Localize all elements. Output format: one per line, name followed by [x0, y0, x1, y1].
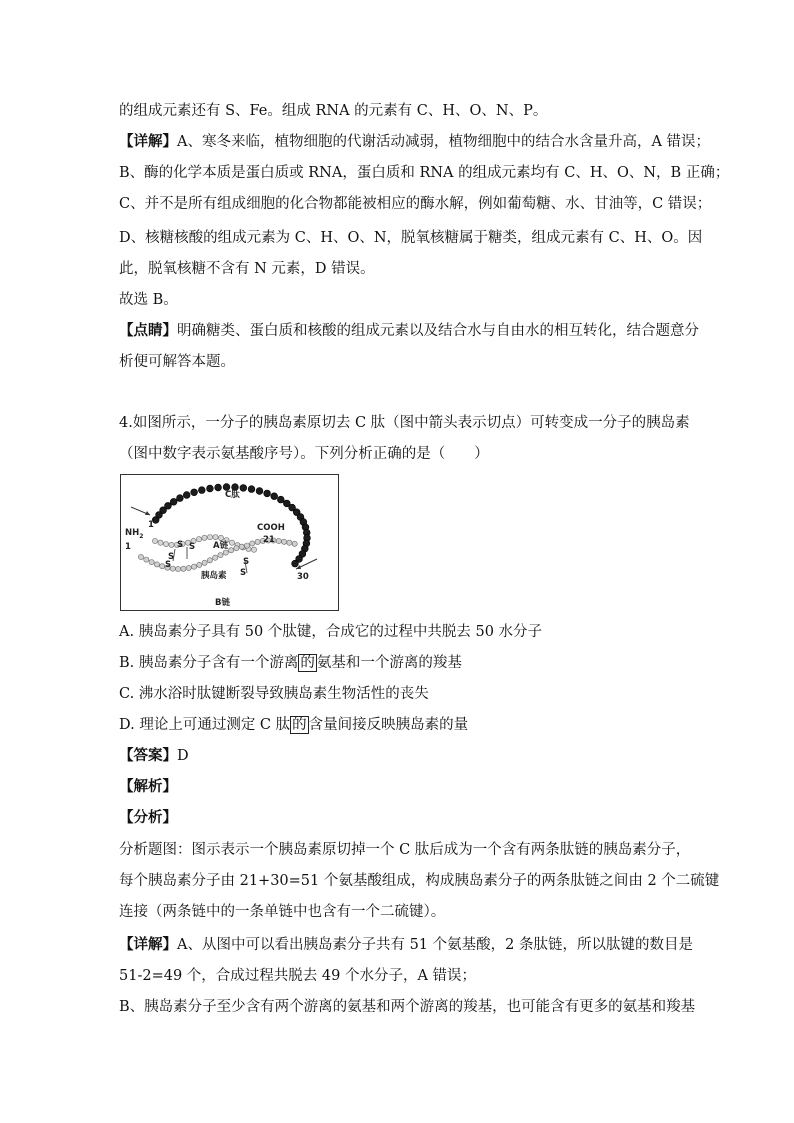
label-1-left: 1 [125, 542, 131, 552]
amino-acid-bead [181, 566, 186, 571]
amino-acid-bead [287, 540, 292, 545]
section-tag-analysis: 【分析】 [119, 809, 177, 826]
option-a: A. 胰岛素分子具有 50 个肽键，合成它的过程中共脱去 50 水分子 [119, 624, 543, 640]
label-1-top: 1 [148, 520, 154, 530]
text-line: C、并不是所有组成细胞的化合物都能被相应的酶水解，例如葡萄糖、水、甘油等，C 错误； [119, 196, 712, 212]
amino-acid-bead [218, 535, 223, 540]
amino-acid-bead [183, 492, 190, 499]
text-span: 含量间接反映胰岛素的量 [308, 717, 469, 733]
answer-line [119, 746, 189, 766]
amino-acid-bead [240, 485, 247, 492]
amino-acid-bead [202, 560, 207, 565]
amino-acid-bead [244, 543, 249, 548]
amino-acid-bead [163, 542, 168, 547]
label-a-chain: A链 [213, 541, 229, 551]
label-insulin: 胰岛素 [201, 571, 227, 581]
text-line [119, 935, 693, 955]
text-line [119, 321, 699, 341]
amino-acid-bead [152, 538, 157, 543]
question-stem: （图中数字表示氨基酸序号）。下列分析正确的是（ ） [119, 446, 489, 462]
text-line: 分析题图：图示表示一个胰岛素原切掉一个 C 肽后成为一个含有两条肽链的胰岛素分子， [119, 842, 691, 858]
amino-acid-bead [248, 486, 255, 493]
amino-acid-bead [239, 544, 244, 549]
amino-acid-bead [215, 484, 222, 491]
amino-acid-bead [251, 547, 256, 552]
text-span: A、从图中可以看出胰岛素分子共有 51 个氨基酸，2 条肽链，所以肽键的数目是 [177, 937, 693, 953]
option-b [119, 653, 462, 673]
amino-acid-bead [207, 558, 212, 563]
text-line: B、胰岛素分子至少含有两个游离的氨基和两个游离的羧基，也可能含有更多的氨基和羧基 [119, 999, 696, 1015]
text-line [119, 132, 710, 152]
amino-acid-bead [198, 487, 205, 494]
amino-acid-bead [213, 555, 218, 560]
label-c-peptide: C肽 [225, 490, 240, 500]
text-line: 的组成元素还有 S、Fe。组成 RNA 的元素有 C、H、O、N、P。 [119, 103, 548, 119]
amino-acid-bead [158, 540, 163, 545]
amino-acid-bead [256, 488, 263, 495]
label-s: S [168, 552, 175, 562]
amino-acid-bead [154, 562, 159, 567]
text-line: 连接（两条链中的一条单链中也含有一个二硫键）。 [119, 904, 446, 920]
text-span: A、寒冬来临，植物细胞的代谢活动减弱，植物细胞中的结合水含量升高，A 错误； [177, 134, 711, 150]
answer-value: D [177, 748, 189, 764]
amino-acid-bead [177, 495, 184, 502]
boxed-char: 的 [300, 655, 315, 671]
section-tag-note: 【点睛】 [119, 322, 177, 339]
boxed-char: 的 [292, 717, 307, 733]
option-c: C. 沸水浴时肽键断裂导致胰岛素生物活性的丧失 [119, 686, 429, 702]
option-d [119, 715, 468, 735]
text-line: 故选 B。 [119, 292, 178, 308]
amino-acid-bead [292, 560, 299, 567]
label-nh2 [125, 528, 143, 540]
amino-acid-bead [229, 540, 234, 545]
label-s: S [240, 568, 247, 578]
amino-acid-bead [197, 562, 202, 567]
text-span: D. 理论上可通过测定 C 肽 [119, 717, 291, 733]
label-s: S [189, 542, 196, 552]
amino-acid-bead [207, 485, 214, 492]
amino-acid-bead [138, 554, 143, 559]
section-tag-detail: 【详解】 [119, 936, 177, 953]
amino-acid-bead [169, 542, 174, 547]
amino-acid-bead [213, 535, 218, 540]
label-nh: NH [125, 528, 140, 538]
amino-acid-bead [271, 493, 278, 500]
amino-acid-bead [276, 538, 281, 543]
amino-acid-bead [250, 541, 255, 546]
label-s: S [243, 557, 250, 567]
amino-acid-bead [191, 489, 198, 496]
text-line: 51-2=49 个，合成过程共脱去 49 个水分子，A 错误； [119, 968, 477, 984]
amino-acid-bead [229, 548, 234, 553]
text-line: 每个胰岛素分子由 21+30=51 个氨基酸组成，构成胰岛素分子的两条肽链之间由 2 个二硫键 [119, 873, 720, 889]
section-tag-answer: 【答案】 [119, 747, 177, 764]
text-span: 氨基和一个游离的羧基 [316, 655, 462, 671]
label-s: S [177, 540, 184, 550]
section-tag-detail: 【详解】 [119, 133, 177, 150]
section-tag-explanation: 【解析】 [119, 778, 177, 795]
amino-acid-bead [176, 566, 181, 571]
amino-acid-bead [202, 535, 207, 540]
amino-acid-bead [170, 498, 177, 505]
question-stem: 4.如图所示，一分子的胰岛素原切去 C 肽（图中箭头表示切点）可转变成一分子的胰岛素 [119, 415, 690, 431]
text-line: 析便可解答本题。 [119, 354, 235, 370]
amino-acid-bead [234, 546, 239, 551]
amino-acid-bead [292, 541, 297, 546]
text-line: 此，脱氧核糖不含有 N 元素，D 错误。 [119, 261, 375, 277]
text-line: D、核糖核酸的组成元素为 C、H、O、N，脱氧核糖属于糖类，组成元素有 C、H、O。因 [119, 230, 703, 246]
insulin-diagram [120, 474, 339, 611]
amino-acid-bead [186, 565, 191, 570]
amino-acid-bead [196, 537, 201, 542]
amino-acid-bead [255, 539, 260, 544]
a-chain-beads [152, 535, 256, 553]
text-line: B、酶的化学本质是蛋白质或 RNA，蛋白质和 RNA 的组成元素均有 C、H、O、N，B 正确； [119, 165, 730, 181]
amino-acid-bead [207, 535, 212, 540]
amino-acid-bead [144, 557, 149, 562]
text-span: B. 胰岛素分子含有一个游离 [119, 655, 299, 671]
label-cooh: COOH [257, 523, 285, 533]
label-30: 30 [297, 572, 309, 582]
label-s: S [165, 560, 172, 570]
amino-acid-bead [191, 564, 196, 569]
amino-acid-bead [149, 560, 154, 565]
amino-acid-bead [282, 539, 287, 544]
amino-acid-bead [218, 553, 223, 558]
amino-acid-bead [277, 496, 284, 503]
insulin-diagram-svg [121, 475, 338, 610]
label-nh-subscript: 2 [139, 533, 144, 540]
text-span: 明确糖类、蛋白质和核酸的组成元素以及结合水与自由水的相互转化，结合题意分 [177, 323, 699, 339]
label-b-chain: B链 [215, 598, 230, 608]
amino-acid-bead [264, 490, 271, 497]
label-21: 21 [263, 535, 275, 545]
